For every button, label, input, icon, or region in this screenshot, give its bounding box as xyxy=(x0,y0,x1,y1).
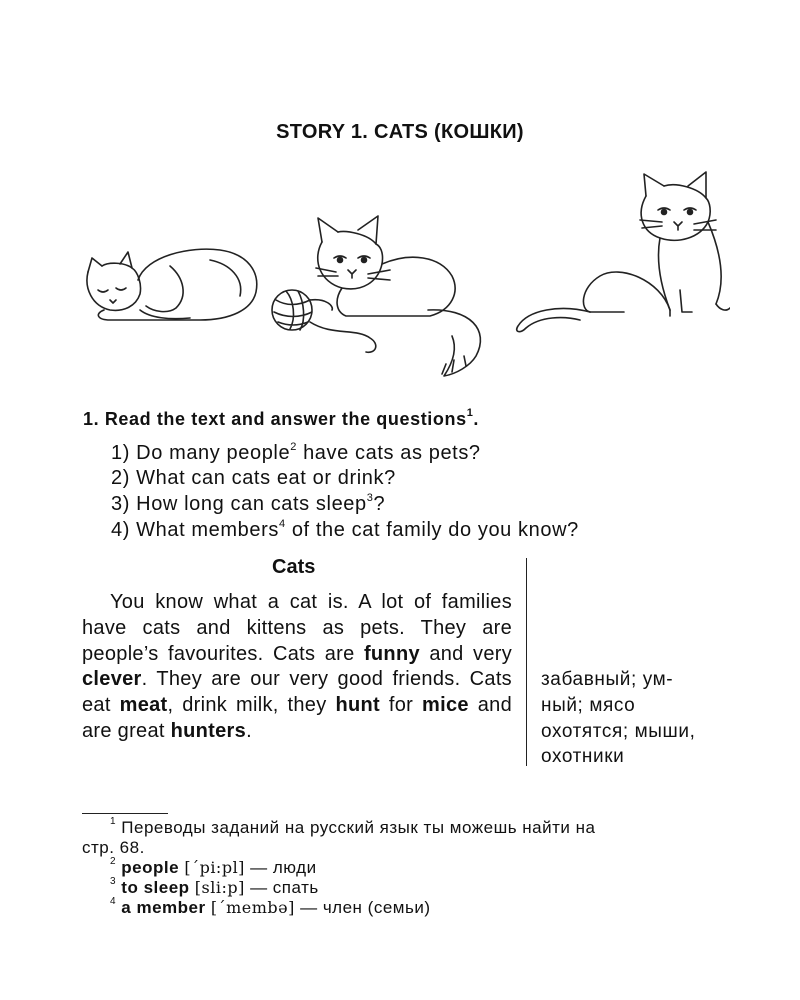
reading-heading: Cats xyxy=(272,556,316,578)
footnote-2: $^2$ people [ˊpi:pl] — люди xyxy=(110,856,317,877)
question-item: 1) Do many people$^2$ have cats as pets? xyxy=(111,441,481,464)
question-item: 2) What can cats eat or drink? xyxy=(111,467,396,489)
footnote-separator xyxy=(82,813,168,814)
sitting-cat-icon xyxy=(517,172,730,332)
footnote-1: $^1$ Переводы заданий на русский язык ты можешь найти на xyxy=(110,816,596,837)
cats-illustration xyxy=(80,160,730,382)
glossary-line: ный; мясо xyxy=(541,694,636,716)
task-instruction: 1. Read the text and answer the questions$^1$. xyxy=(83,407,480,429)
glossary-line: забавный; ум- xyxy=(541,669,674,690)
glossary-line: охотники xyxy=(541,746,625,768)
sleeping-cat-icon xyxy=(87,249,257,320)
question-item: 3) How long can cats sleep$^3$? xyxy=(111,492,386,515)
reading-text: You know what a cat is. A lot of families have cats and kittens as pets. They are people’s favourites. Cats are funny and very clever. They are our very good friends. Cats eat meat, drink milk, they hunt for mice and are great hunters. xyxy=(82,591,512,742)
column-divider xyxy=(526,558,527,766)
footnote-3: $^3$ to sleep [sli:p] — спать xyxy=(110,876,319,897)
page-title: STORY 1. CATS (КОШКИ) xyxy=(276,121,524,143)
glossary-column xyxy=(541,667,741,770)
question-item: 4) What members$^4$ of the cat family do you know? xyxy=(111,518,579,541)
footnote-1-continued: стр. 68. xyxy=(82,838,145,857)
cat-with-yarn-ball-icon xyxy=(272,216,480,376)
footnote-4: $^4$ a member [ˊmembə] — член (семьи) xyxy=(110,896,431,917)
glossary-line: охотятся; мыши, xyxy=(541,720,696,742)
